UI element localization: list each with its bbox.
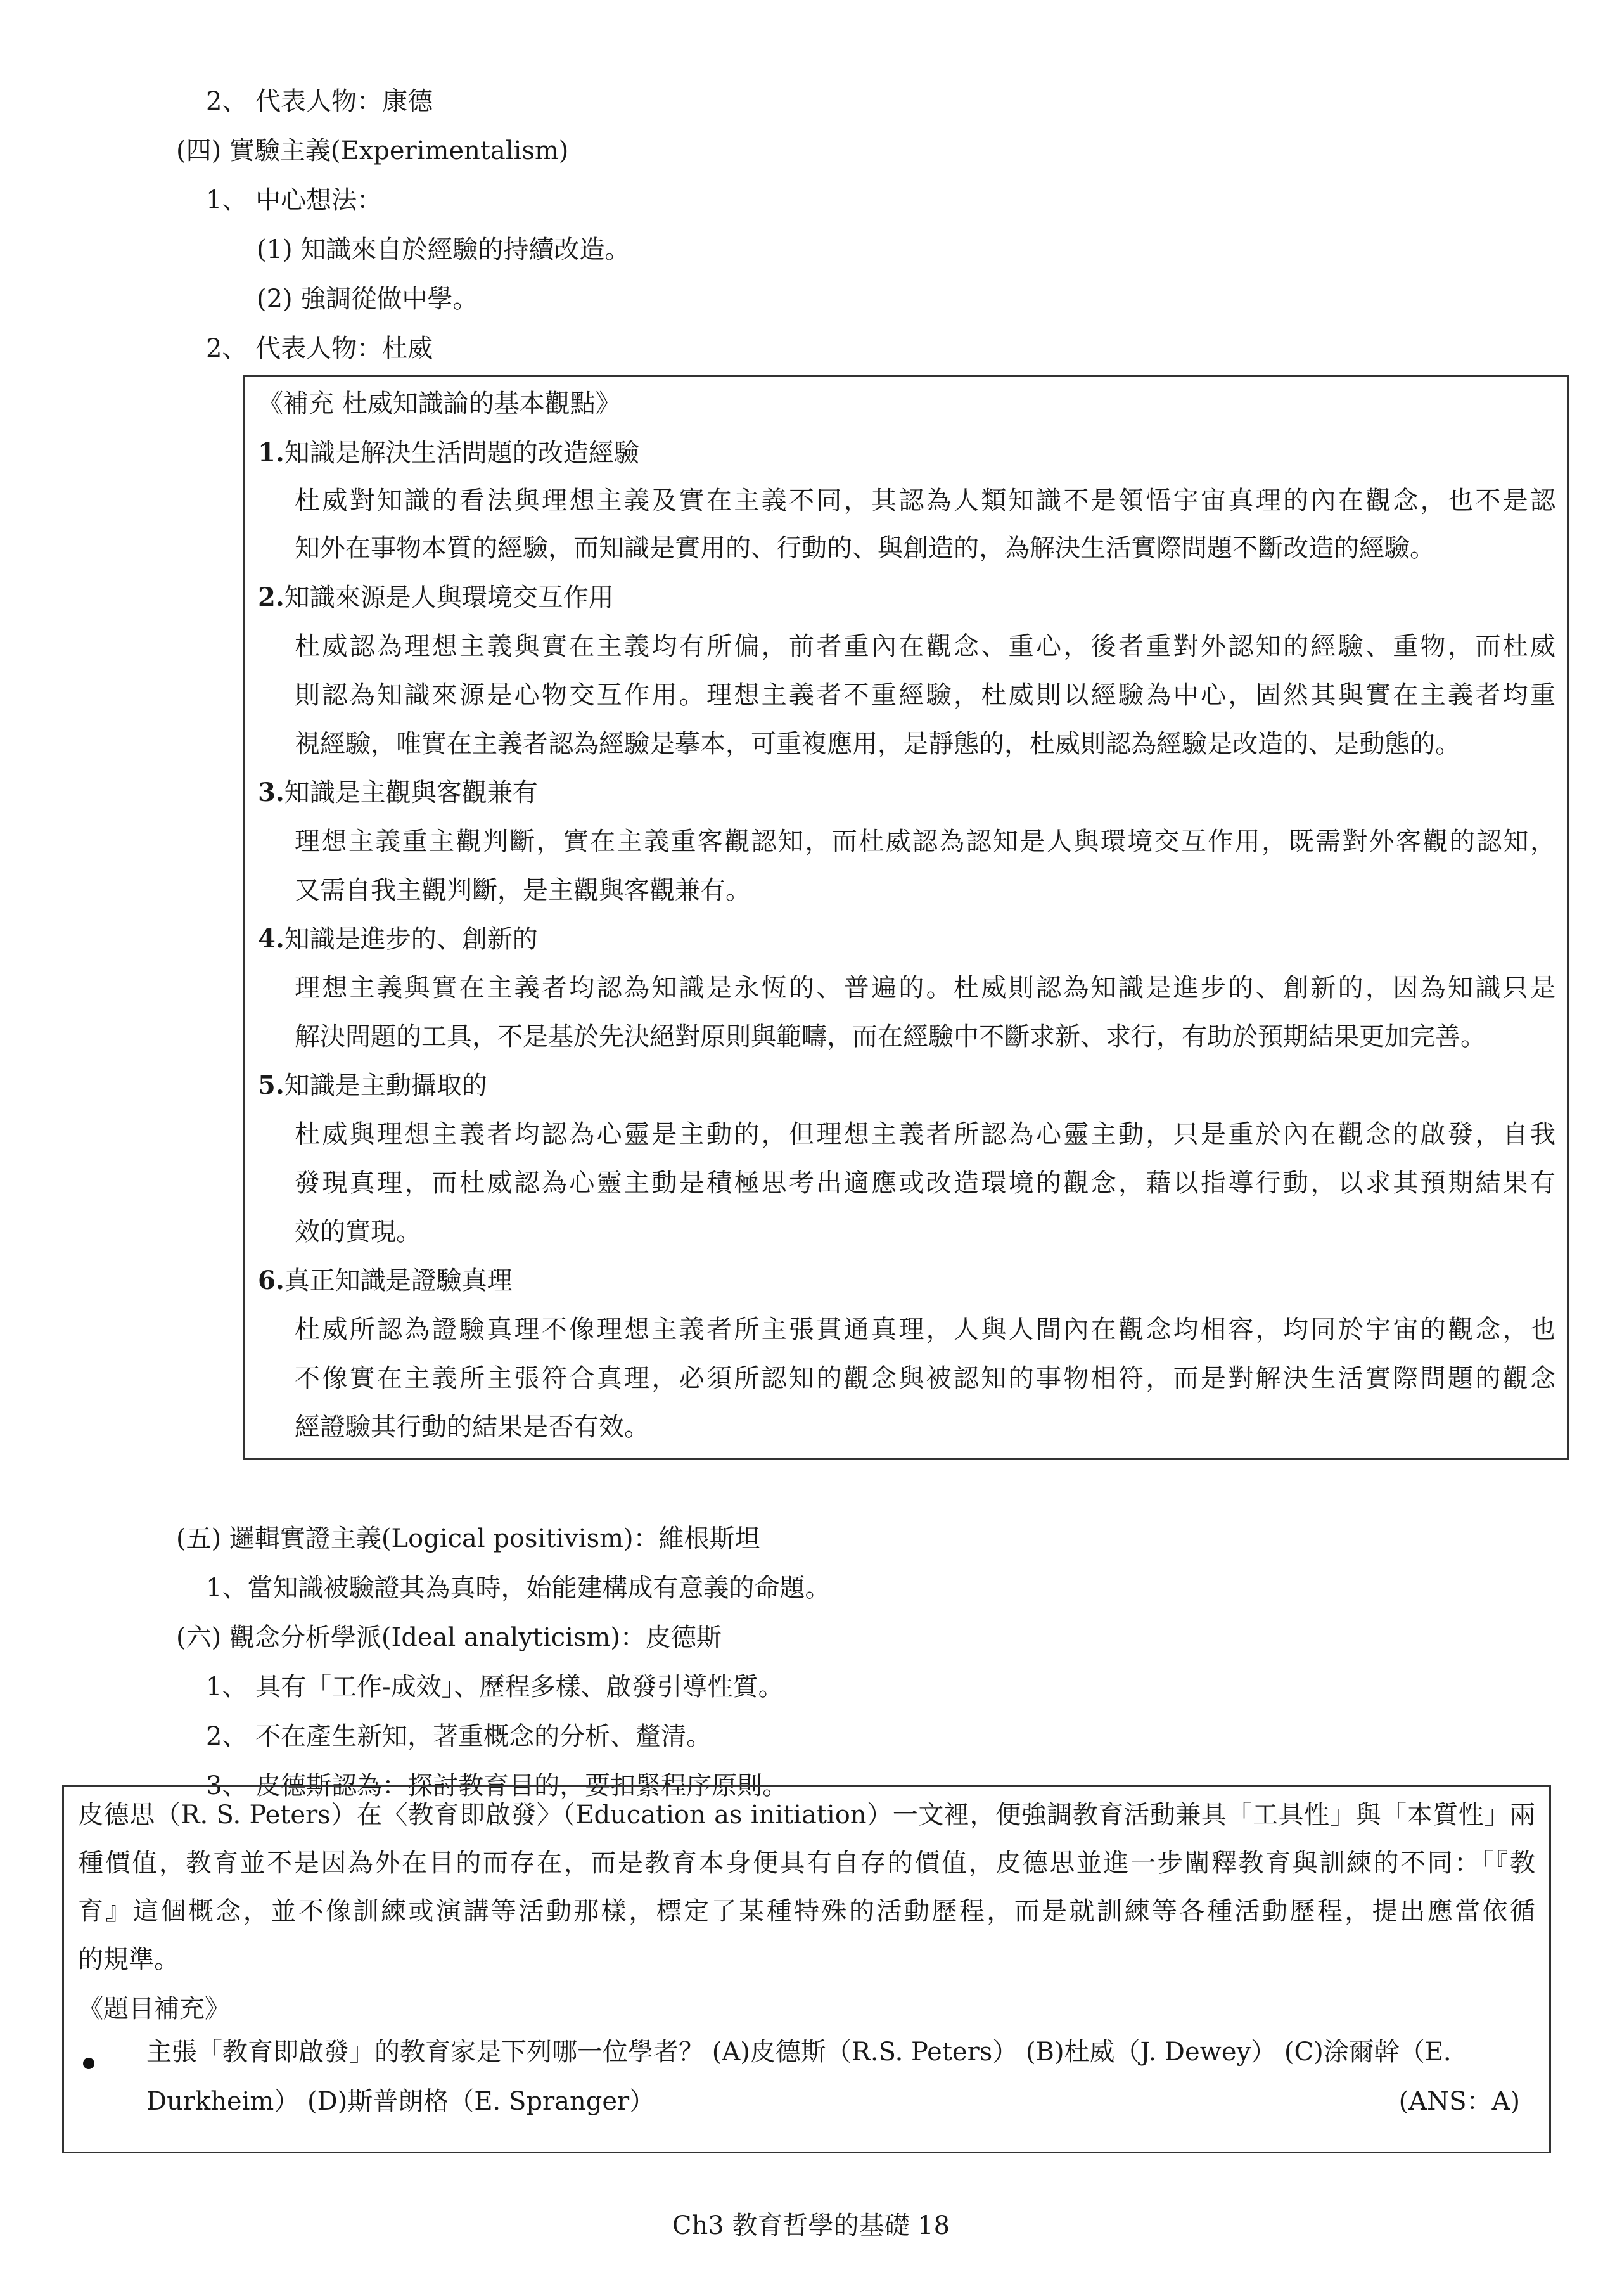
dewey-point-2-line: 杜威認為理想主義與實在主義均有所偏，前者重內在觀念、重心，後者重對外認知的經驗、重物，而杜威 bbox=[295, 632, 1555, 661]
peters-paragraph-line: 皮德思（R. S. Peters）在〈教育即啟發〉（Education as initiation）一文裡，便強調教育活動兼具「工具性」與「本質性」兩 bbox=[78, 1800, 1535, 1830]
outline-item-ideal-2: 2、 不在產生新知，著重概念的分析、釐清。 bbox=[206, 1722, 712, 1751]
dewey-point-6-line: 經證驗其行動的結果是否有效。 bbox=[295, 1413, 649, 1442]
dewey-point-1-line: 杜威對知識的看法與理想主義及實在主義不同，其認為人類知識不是領悟宇宙真理的內在觀念，也不是認 bbox=[295, 486, 1555, 515]
dewey-point-heading-3: 3.知識是主觀與客觀兼有 bbox=[258, 778, 538, 807]
section-heading-logical-positivism: (五) 邏輯實證主義(Logical positivism)：維根斯坦 bbox=[176, 1524, 760, 1553]
dewey-point-2-line: 視經驗，唯實在主義者認為經驗是摹本，可重複應用，是靜態的，杜威則認為經驗是改造的、是動態的。 bbox=[295, 729, 1460, 759]
outline-subitem-2: (2) 強調從做中學。 bbox=[257, 285, 478, 314]
dewey-point-6-line: 不像實在主義所主張符合真理，必須所認知的觀念與被認知的事物相符，而是對解決生活實際問題的觀念 bbox=[295, 1364, 1555, 1393]
outline-subitem-1: (1) 知識來自於經驗的持續改造。 bbox=[257, 235, 630, 264]
dewey-point-1-line: 知外在事物本質的經驗，而知識是實用的、行動的、與創造的，為解決生活實際問題不斷改造的經驗。 bbox=[295, 534, 1435, 563]
outline-item-dewey-rep: 2、 代表人物：杜威 bbox=[206, 334, 433, 363]
outline-item-central-idea: 1、 中心想法： bbox=[206, 186, 383, 215]
dewey-point-heading-5: 5.知識是主動攝取的 bbox=[258, 1070, 487, 1100]
dewey-point-5-line: 效的實現。 bbox=[295, 1217, 421, 1247]
dewey-point-heading-4: 4.知識是進步的、創新的 bbox=[258, 924, 538, 954]
peters-note-box bbox=[62, 1785, 1551, 2153]
section-heading-experimentalism: (四) 實驗主義(Experimentalism) bbox=[176, 136, 569, 165]
question-supplement-title: 《題目補充》 bbox=[78, 1994, 230, 2023]
outline-item-kant-rep: 2、 代表人物：康德 bbox=[206, 87, 433, 116]
dewey-point-4-line: 解決問題的工具，不是基於先決絕對原則與範疇，而在經驗中不斷求新、求行，有助於預期結果更加完善。 bbox=[295, 1022, 1486, 1051]
dewey-point-4-line: 理想主義與實在主義者均認為知識是永恆的、普遍的。杜威則認為知識是進步的、創新的，因為知識只是 bbox=[295, 973, 1555, 1003]
dewey-supplement-box bbox=[243, 375, 1569, 1460]
dewey-box-title: 《補充 杜威知識論的基本觀點》 bbox=[258, 389, 621, 418]
question-line-1: 主張「教育即啟發」的教育家是下列哪一位學者？ (A)皮德斯（R.S. Peters） (B)杜威（J. Dewey） (C)涂爾幹（E. bbox=[146, 2037, 1452, 2067]
outline-item-verification: 1、當知識被驗證其為真時，始能建構成有意義的命題。 bbox=[206, 1574, 831, 1603]
peters-paragraph-line: 育』這個概念，並不像訓練或演講等活動那樣，標定了某種特殊的活動歷程，而是就訓練等各種活動歷程，提出應當依循 bbox=[78, 1897, 1535, 1926]
dewey-point-heading-6: 6.真正知識是證驗真理 bbox=[258, 1266, 513, 1295]
dewey-point-3-line: 又需自我主觀判斷，是主觀與客觀兼有。 bbox=[295, 876, 751, 905]
bullet-icon bbox=[83, 2038, 94, 2084]
dewey-point-6-line: 杜威所認為證驗真理不像理想主義者所主張貫通真理，人與人間內在觀念均相容，均同於宇宙的觀念，也 bbox=[295, 1315, 1555, 1344]
dewey-point-2-line: 則認為知識來源是心物交互作用。理想主義者不重經驗，杜威則以經驗為中心，固然其與實在主義者均重 bbox=[295, 681, 1555, 710]
peters-paragraph-line: 種價值，教育並不是因為外在目的而存在，而是教育本身便具有自存的價值，皮德思並進一步闡釋教育與訓練的不同：「『教 bbox=[78, 1849, 1535, 1878]
outline-item-ideal-1: 1、 具有「工作-成效」、歷程多樣、啟發引導性質。 bbox=[206, 1672, 784, 1702]
outline-item-ideal-3: 3、 皮德斯認為：探討教育目的，要扣緊程序原則。 bbox=[206, 1771, 788, 1800]
answer-label: (ANS：A) bbox=[1398, 2087, 1520, 2116]
dewey-point-3-line: 理想主義重主觀判斷，實在主義重客觀認知，而杜威認為認知是人與環境交互作用，既需對外客觀的認知， bbox=[295, 827, 1555, 856]
section-heading-ideal-analyticism: (六) 觀念分析學派(Ideal analyticism)：皮德斯 bbox=[176, 1623, 722, 1652]
question-line-2: Durkheim） (D)斯普朗格（E. Spranger） bbox=[146, 2087, 655, 2116]
dewey-point-heading-2: 2.知識來源是人與環境交互作用 bbox=[258, 582, 614, 612]
dewey-point-5-line: 發現真理，而杜威認為心靈主動是積極思考出適應或改造環境的觀念，藉以指導行動，以求其預期結果有 bbox=[295, 1169, 1555, 1198]
peters-paragraph-line: 的規準。 bbox=[78, 1945, 179, 1974]
dewey-point-5-line: 杜威與理想主義者均認為心靈是主動的，但理想主義者所認為心靈主動，只是重於內在觀念的啟發，自我 bbox=[295, 1120, 1555, 1149]
dewey-point-heading-1: 1.知識是解決生活問題的改造經驗 bbox=[258, 438, 639, 468]
page-footer: Ch3 教育哲學的基礎 18 bbox=[672, 2211, 950, 2240]
